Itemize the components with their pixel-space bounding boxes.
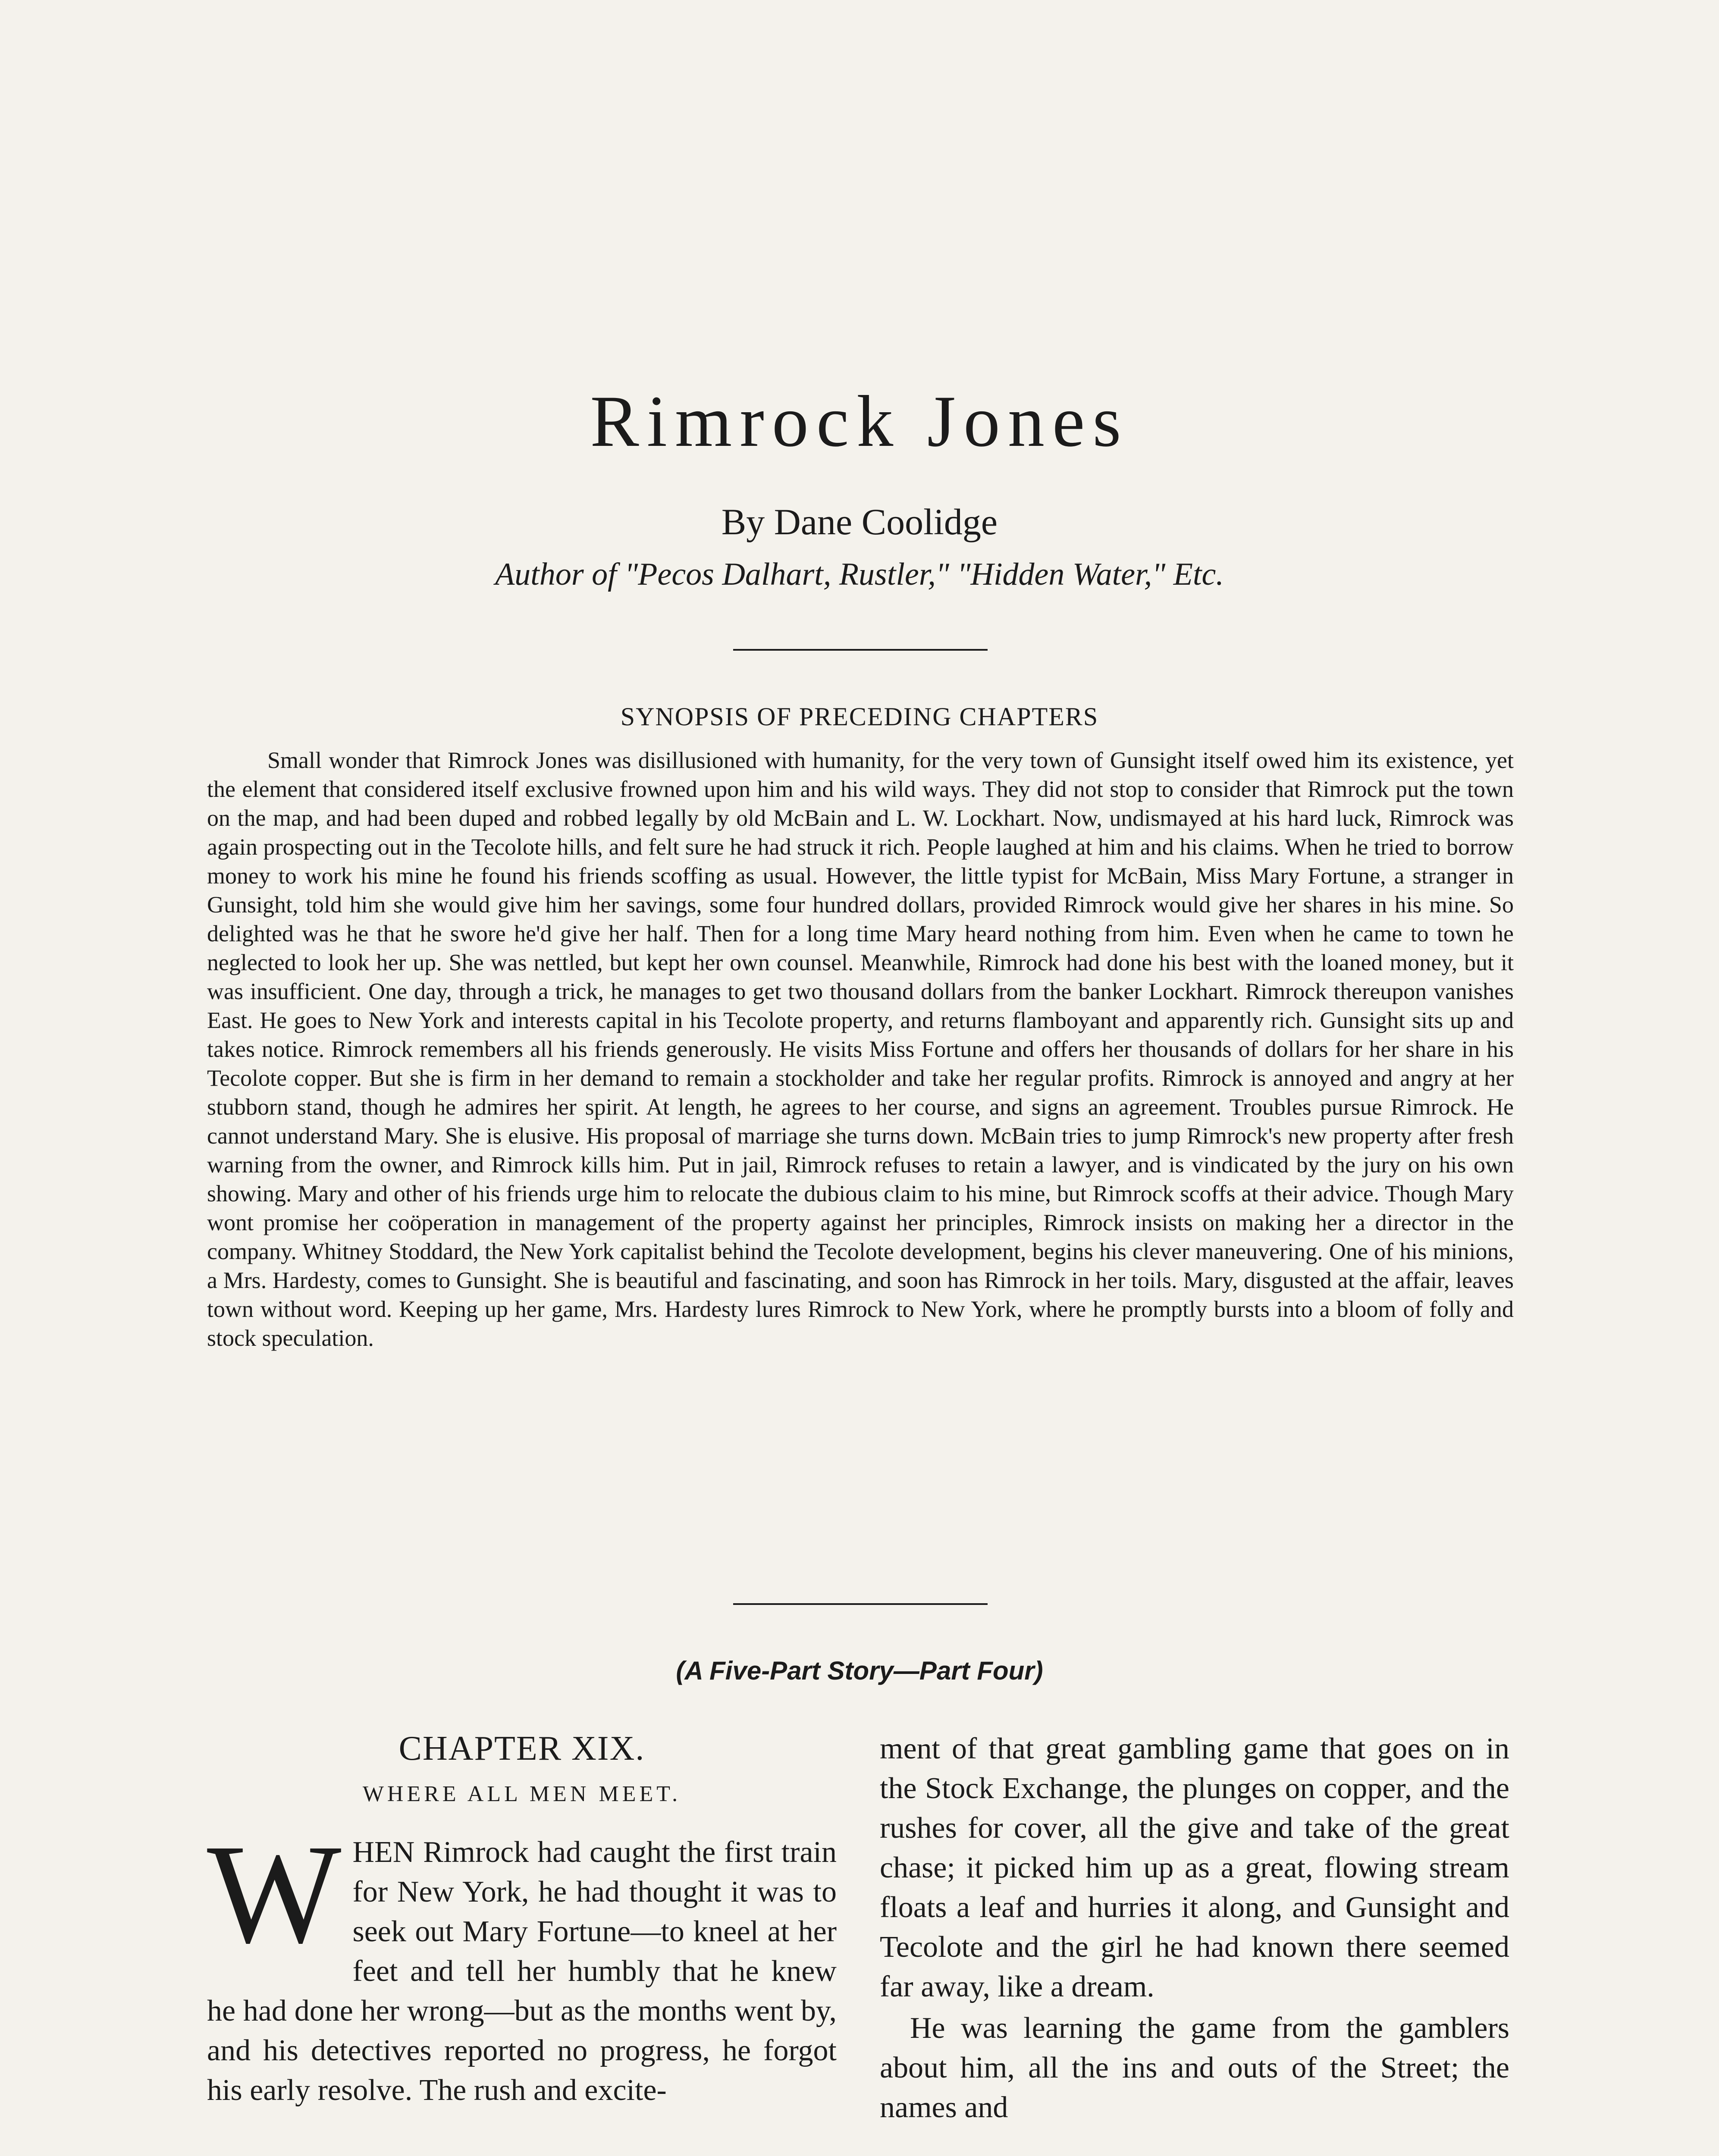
- paragraph-continued: ment of that great gambling game that goes on in the Stock Exchange, the plunges on copper, and the rushes for cover, all the give and take of the great chase; it picked him up as a great, flowing stream floats a leaf and hurries it along, and Gunsight and Tecolote and the girl he had known there seemed far away, like a dream.: [880, 1732, 1509, 2003]
- part-indicator: (A Five-Part Story—Part Four): [676, 1656, 1043, 1685]
- drop-cap: W: [207, 1815, 342, 1973]
- title-divider: [733, 649, 988, 651]
- chapter-paragraph: [207, 1815, 837, 2110]
- paragraph-text: HEN Rimrock had caught the first train for New York, he had thought it was to seek out Mary Fortune—to kneel at her feet and tell her humbly that he knew he had done her wrong—but as the months went by, and his detectives reported no progress, he forgot his early resolve. The rush and excite-: [207, 1836, 837, 2107]
- story-title: Rimrock Jones: [590, 381, 1129, 462]
- right-column: [880, 1729, 1509, 2128]
- byline: By Dane Coolidge: [721, 501, 998, 542]
- chapter-number: CHAPTER XIX.: [398, 1730, 645, 1767]
- left-column: [207, 1729, 837, 2110]
- synopsis-heading: SYNOPSIS OF PRECEDING CHAPTERS: [620, 702, 1099, 731]
- synopsis-text: Small wonder that Rimrock Jones was disillusioned with humanity, for the very town of Gunsight itself owed him its existence, yet the element that considered itself exclusive frowned upon him and his wild ways. They did not stop to consider that Rimrock put the town on the map, and had been duped and robbed legally by old McBain and L. W. Lockhart. Now, undismayed at his hard luck, Rimrock was again prospecting out in the Tecolote hills, and felt sure he had struck it rich. People laughed at him and his claims. When he tried to borrow money to work his mine he found his friends scoffing as usual. However, the little typist for McBain, Miss Mary Fortune, a stranger in Gunsight, told him she would give him her savings, some four hundred dollars, provided Rimrock would give her shares in his mine. So delighted was he that he swore he'd give her half. Then for a long time Mary heard nothing from him. Even when he came to town he neglected to look her up. She was nettled, but kept her own counsel. Meanwhile, Rimrock had done his best with the loaned money, but it was insufficient. One day, through a trick, he manages to get two thousand dollars from the banker Lockhart. Rimrock thereupon vanishes East. He goes to New York and interests capital in his Tecolote property, and returns flamboyant and apparently rich. Gunsight sits up and takes notice. Rimrock remembers all his friends generously. He visits Miss Fortune and offers her thousands of dollars for her share in his Tecolote copper. But she is firm in her demand to remain a stockholder and take her regular profits. Rimrock is annoyed and angry at her stubborn stand, though he admires her spirit. At length, he agrees to her course, and signs an agreement. Troubles pursue Rimrock. He cannot understand Mary. She is elusive. His proposal of marriage she turns down. McBain tries to jump Rimrock's new property after fresh warning from the owner, and Rimrock kills him. Put in jail, Rimrock refuses to retain a lawyer, and is vindicated by the jury on his own showing. Mary and other of his friends urge him to relocate the dubious claim to his mine, but Rimrock scoffs at their advice. Though Mary wont promise her coöperation in management of the property against her principles, Rimrock insists on making her a director in the company. Whitney Stoddard, the New York capitalist behind the Tecolote development, begins his clever maneuvering. One of his minions, a Mrs. Hardesty, comes to Gunsight. She is beautiful and fascinating, and soon has Rimrock in her toils. Mary, disgusted at the affair, leaves town without word. Keeping up her game, Mrs. Hardesty lures Rimrock to New York, where he promptly bursts into a bloom of folly and stock speculation.: [207, 747, 1514, 1351]
- author-credits: Author of "Pecos Dalhart, Rustler," "Hidden Water," Etc.: [495, 557, 1224, 592]
- synopsis-divider: [733, 1603, 988, 1605]
- paragraph: He was learning the game from the gamblers about him, all the ins and outs of the Street; the names and: [880, 2012, 1509, 2124]
- chapter-subtitle: WHERE ALL MEN MEET.: [362, 1782, 681, 1806]
